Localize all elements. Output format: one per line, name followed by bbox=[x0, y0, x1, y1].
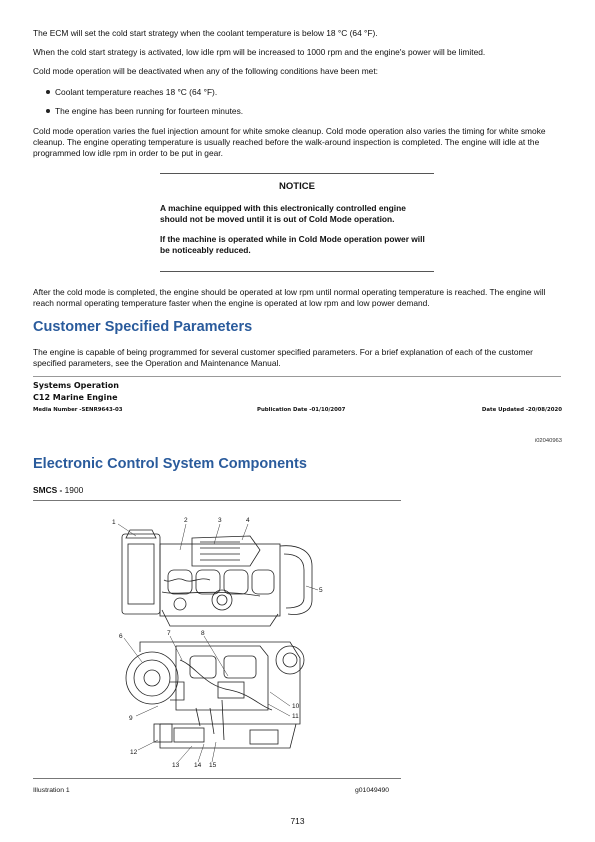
callout-label: 6 bbox=[119, 633, 123, 640]
media-number: Media Number -SENR9643-03 bbox=[33, 407, 123, 413]
paragraph-after-cold-mode: After the cold mode is completed, the engine should be operated at low rpm until normal operating temperature is reached. The engine will reach normal operating temperature faster when the engine is operated at low rpm and low power demand. bbox=[33, 287, 546, 308]
callout-label: 4 bbox=[246, 517, 250, 524]
section-heading-customer-parameters: Customer Specified Parameters bbox=[33, 319, 253, 335]
doc-type: Systems Operation bbox=[33, 381, 119, 390]
meta-divider bbox=[33, 376, 561, 377]
callout-label: 5 bbox=[319, 587, 323, 594]
list-item: Coolant temperature reaches 18 °C (64 °F). bbox=[46, 87, 217, 98]
callout-label: 14 bbox=[194, 762, 202, 769]
callout-label: 9 bbox=[129, 715, 133, 722]
section-heading-control-components: Electronic Control System Components bbox=[33, 456, 307, 472]
paragraph-low-idle: When the cold start strategy is activated, low idle rpm will be increased to 1000 rpm and the engine's power will be limited. bbox=[33, 47, 486, 57]
caption-rule bbox=[33, 778, 401, 779]
callout-label: 11 bbox=[292, 713, 299, 720]
list-item: The engine has been running for fourteen minutes. bbox=[46, 106, 243, 117]
bullet-icon bbox=[46, 109, 50, 113]
callout-label: 1 bbox=[112, 519, 116, 526]
callout-label: 7 bbox=[167, 630, 171, 637]
notice-top-rule bbox=[160, 173, 434, 174]
callout-label: 15 bbox=[209, 762, 217, 769]
paragraph-deactivation: Cold mode operation will be deactivated when any of the following conditions have been met: bbox=[33, 66, 378, 76]
bullet-icon bbox=[46, 90, 50, 94]
publication-date: Publication Date -01/10/2007 bbox=[257, 407, 346, 413]
smcs-code: SMCS - 1900 bbox=[33, 485, 84, 495]
date-updated: Date Updated -20/08/2020 bbox=[481, 407, 562, 413]
callout-label: 13 bbox=[172, 762, 180, 769]
paragraph-cold-mode-operation: Cold mode operation varies the fuel injection amount for white smoke cleanup. Cold mode operation also varies the timing for white smoke cleanup. The engine operating temperature is usually reached before the walk-around inspection is completed. The engine will idle at the programmed low idle rpm in order to be put in gear. bbox=[33, 126, 546, 158]
engine-name: C12 Marine Engine bbox=[33, 393, 118, 402]
illustration-code: g01049490 bbox=[355, 787, 390, 794]
notice-bottom-rule bbox=[160, 271, 434, 272]
reference-id: i02040963 bbox=[534, 438, 562, 444]
callout-label: 3 bbox=[218, 517, 222, 524]
engine-illustration bbox=[100, 510, 330, 772]
notice-text-2: If the machine is operated while in Cold Mode operation power will be noticeably reduced. bbox=[160, 234, 425, 255]
page-number: 713 bbox=[290, 816, 305, 826]
paragraph-customer-parameters: The engine is capable of being programmed for several customer specified parameters. For a brief explanation of each of the customer specified parameters, see the Operation and Maintenance Manual. bbox=[33, 347, 533, 368]
illustration-caption: Illustration 1 bbox=[33, 787, 70, 794]
callout-label: 8 bbox=[201, 630, 205, 637]
callout-label: 10 bbox=[292, 703, 300, 710]
paragraph-cold-start: The ECM will set the cold start strategy when the coolant temperature is below 18 °C (64 °F). bbox=[33, 28, 378, 38]
notice-text-1: A machine equipped with this electronically controlled engine should not be moved until it is out of Cold Mode operation. bbox=[160, 203, 406, 224]
callout-label: 12 bbox=[130, 749, 138, 756]
callout-label: 2 bbox=[184, 517, 188, 524]
notice-title: NOTICE bbox=[279, 181, 315, 192]
smcs-rule bbox=[33, 500, 401, 501]
